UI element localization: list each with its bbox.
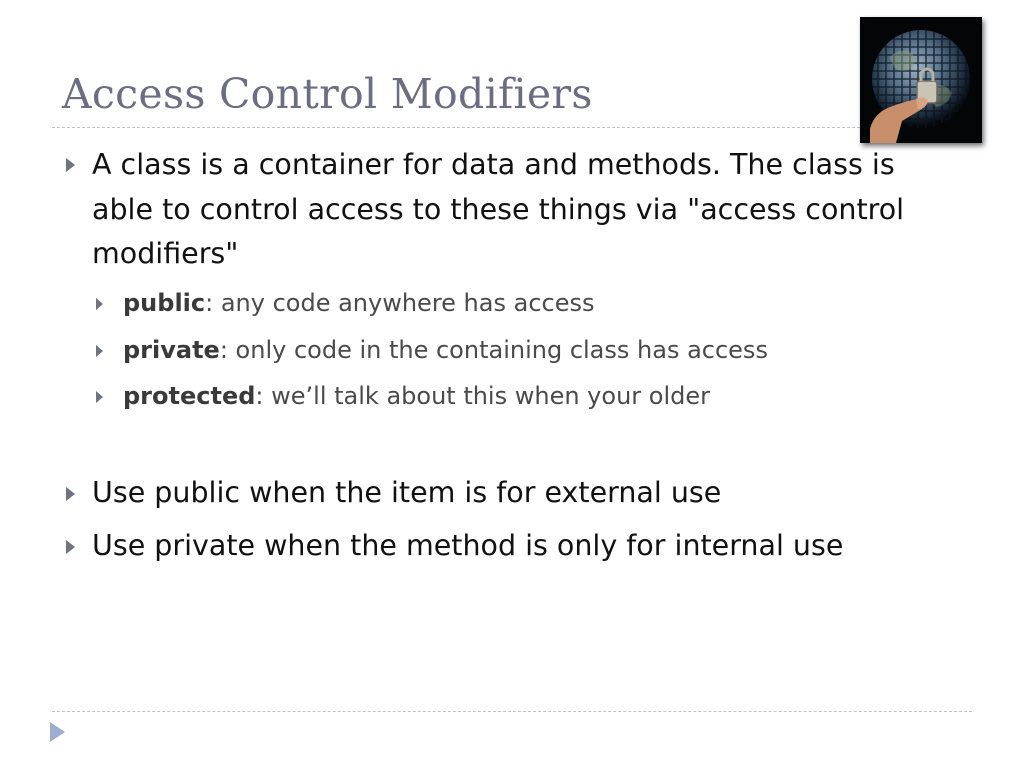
triangle-right-icon bbox=[66, 158, 75, 172]
next-slide-icon[interactable] bbox=[50, 722, 65, 742]
triangle-right-icon bbox=[66, 540, 75, 554]
triangle-right-icon bbox=[96, 391, 103, 403]
bullet-text: Use public when the item is for external use bbox=[92, 476, 722, 509]
term-description: : we’ll talk about this when your older bbox=[255, 382, 710, 410]
bullet-text-line: modifiers" bbox=[92, 237, 239, 270]
term-description: : any code anywhere has access bbox=[205, 289, 595, 317]
triangle-right-icon bbox=[96, 298, 103, 310]
sub-bullet-protected bbox=[123, 381, 710, 411]
term-protected: protected bbox=[123, 382, 256, 410]
triangle-right-icon bbox=[66, 487, 75, 501]
title-divider bbox=[52, 127, 860, 128]
bullet-text-line: A class is a container for data and methods. The class is bbox=[92, 148, 895, 181]
globe-padlock-photo bbox=[860, 17, 982, 143]
footer-divider bbox=[52, 711, 972, 712]
triangle-right-icon bbox=[96, 345, 103, 357]
term-public: public bbox=[123, 289, 206, 317]
sub-bullet-public bbox=[123, 288, 594, 318]
term-private: private bbox=[123, 336, 220, 364]
sub-bullet-private bbox=[123, 335, 768, 365]
term-description: : only code in the containing class has access bbox=[219, 336, 768, 364]
bullet-text: Use private when the method is only for internal use bbox=[92, 529, 844, 562]
slide-title: Access Control Modifiers bbox=[62, 70, 593, 118]
bullet-text-line: able to control access to these things via "access control bbox=[92, 193, 905, 226]
